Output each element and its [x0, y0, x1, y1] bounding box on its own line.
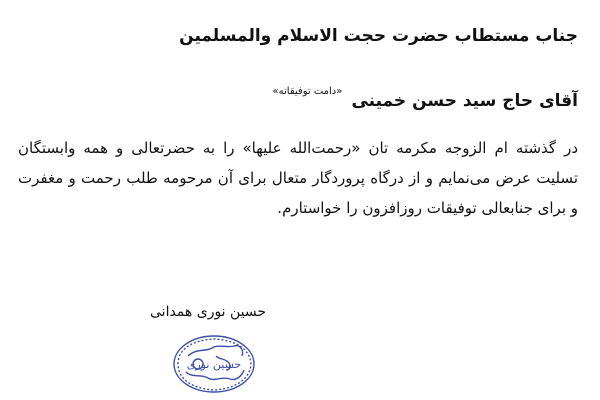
- addressee-name: آقای حاج سید حسن خمینی: [351, 91, 578, 111]
- signature-name: حسین نوری همدانی: [150, 304, 267, 320]
- letter-body: در گذشته ام الزوجه مکرمه تان «رحمت‌الله علیها» را به حضرتعالی و همه وابستگان تسلیت عرض می‌نمایم و از درگاه پروردگار متعال برای آن مرحومه طلب رحمت و مغفرت و برای جنابعالی توفیقات روزافزون را خواستارم.: [18, 139, 578, 217]
- addressee-prayer: «دامت توفیقاته»: [272, 86, 343, 97]
- addressee-line: [273, 86, 578, 111]
- svg-text:حسین نوری: حسین نوری: [186, 358, 242, 371]
- letter-salutation: جناب مستطاب حضرت حجت الاسلام والمسلمین: [179, 26, 578, 46]
- seal-stamp: [172, 334, 256, 394]
